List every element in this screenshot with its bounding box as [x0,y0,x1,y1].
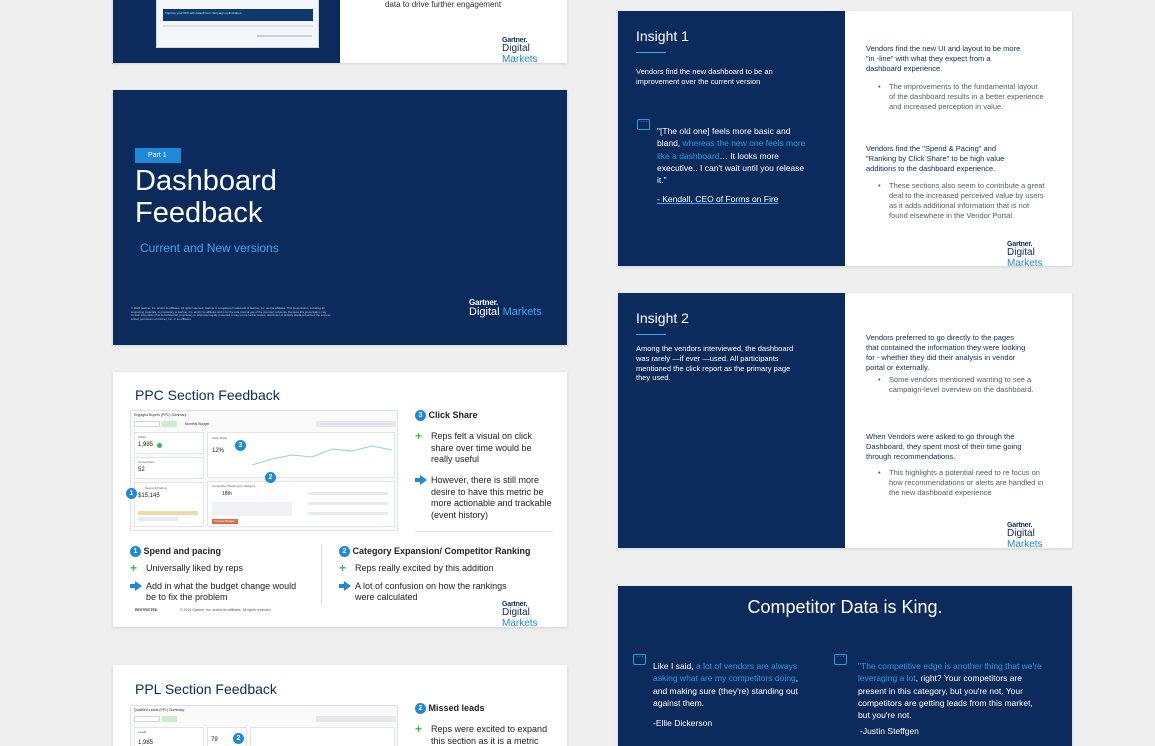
slide-competitor-data [618,586,1072,746]
insight-1-bullet-1: • The improvements to the fundamental layout of the dashboard results in a better experience and increased perception in value. [873,82,1045,112]
title-line-2: Feedback [135,197,263,229]
quote-icon [633,654,646,665]
insight-2-bullet-2: • This highlights a potential need to re focus on how recommendations or alerts are handled in the new dashboard experience [873,468,1045,498]
callout-3: 3 [235,440,246,451]
embedded-banner: Improve your ROI with data-driven campaign optimization [163,9,313,21]
gartner-logo: Gartner. Digital Markets [469,298,542,319]
ppl-point-2: 2 Missed leads + Reps were excited to expand this section as it is a metric [415,703,548,746]
slide-title [113,90,567,345]
insight-1-summary: Vendors find the new dashboard to be an improvement over the current version [636,67,773,86]
insight-1-bullet-2: • These sections also seem to contribute a great deal to the increased perceived value by users as it adds additional information that is not found elsewhere in the Vendor Portal. [873,181,1045,222]
ppc-dashboard-screenshot [130,410,398,531]
insight-1-white-panel [845,11,1072,266]
gartner-logo: Gartner. Digital Markets [1007,241,1043,266]
ppc-divider-h [415,531,553,532]
title-subtitle: Current and New versions [140,241,279,255]
mock-increase-budget-button: Increase Budget [212,519,238,524]
ppl-title: PPL Section Feedback [135,681,277,697]
title-line-1: Dashboard [135,165,277,197]
mock-filter-select [134,421,160,427]
insight-1-navy-panel [618,11,845,266]
legal-text: © 2024 Gartner, Inc. and/or its affiliates. All rights reserved. Gartner is a registered trademark of Gartner, Inc. and its affiliates. This presentation, including all supporting materials, is proprietary to Gartner, Inc. and/or its affiliates and is for the sole internal use of the intended recipients. Because this presentation may contain information that is confidential, proprietary or otherwise legally protected, it may not be further copied, distributed or publicly displayed without the express written permission of Gartner, Inc. or its affiliates. [131,306,331,321]
insight-2-title: Insight 2 [636,310,689,326]
mock-card-spend: Spend & Pacing $15,145 [134,482,204,527]
callout-2: 2 [265,472,276,483]
competitor-author-1: -Ellie Dickerson [653,718,713,728]
mock-card-click-share: Click Share 12% [207,432,395,478]
callout-1: 1 [126,488,137,499]
restricted-label: RESTRICTED [135,608,158,612]
slide-ppc-feedback [113,372,567,627]
insight-2-navy-panel [618,293,845,548]
mock-filter-chip [162,421,177,427]
competitor-author-2: -Justin Steffgen [860,726,919,736]
ppc-point-1: 1 Spend and pacing + Universally liked by reps Add in what the budget change would be to fix the problem [130,546,297,603]
mock-click-share-line [252,441,392,471]
slide-top-left [113,0,567,63]
mock-card-conversions: Conversions 52 [134,457,204,479]
slide-insight-2 [618,293,1072,548]
insight-1-title: Insight 1 [636,28,689,44]
mock-budget-label: Monthly Budget [185,422,210,426]
mock-header: Engaged Buyers (PPC) Summary [134,413,187,417]
part-badge: Part 1 [135,148,181,163]
ppc-divider-v [321,544,322,606]
ppl-dashboard-screenshot: Qualified Leads (PPL) Summary Leads 1,985 79 2 [130,705,398,746]
slide-insight-1 [618,11,1072,266]
insight-1-heading-1: Vendors find the new UI and layout to be more "in -line" with what they expect from a dashboard experience. [866,44,1021,74]
insight-2-summary: Among the vendors interviewed, the dashboard was rarely —if ever —used. All participants mentioned the click report as the primary page they used. [636,344,794,383]
slide-top-left-white-panel [340,0,567,63]
ppc-point-3: 3 Click Share + Reps felt a visual on click share over time would be really useful However, there is still more desire to have this metric be more actionable and trackable (event history) [415,410,552,521]
ppc-point-2: 2 Category Expansion/ Competitor Ranking + Reps really excited by this addition A lot of confusion on how the rankings were calculated [339,546,531,603]
gartner-logo: Gartner. Digital Markets [502,37,538,63]
quote-icon [834,654,847,665]
insight-1-quote: "[The old one] feels more basic and bland, whereas the new one feels more like a dashboard… It looks more executive.. I can't wait until you release it." [657,126,806,186]
quote-icon [637,119,650,130]
mock-card-clicks: Clicks 1,985 [134,432,204,454]
slide-top-left-navy-panel [113,0,340,63]
mock-card-ranking: Competitor Ranking by Category 18th Increase Budget [207,481,395,527]
insight-1-author: - Kendall, CEO of Forms on Fire [657,194,779,204]
gartner-logo: Gartner. Digital Markets [502,601,538,627]
ppc-title: PPC Section Feedback [135,387,280,403]
competitor-title: Competitor Data is King. [747,597,943,617]
slide-top-left-tail-text: data to drive further engagement [385,0,502,9]
insight-1-heading-2: Vendors find the "Spend & Pacing" and "Ranking by Click Share" to be high value additions to the dashboard experience. [866,144,1005,174]
insight-2-heading-2: When Vendors were asked to go through the Dashboard, they spent most of their time going through recommendations. [866,432,1022,462]
gartner-logo: Gartner. Digital Markets [1007,522,1043,548]
embedded-screenshot [156,0,319,48]
competitor-quote-1: Like I said, a lot of vendors are always asking what are my competitors doing, and making sure (they're) standing out against them. [653,661,799,708]
ppc-footer: © 2024 Gartner, Inc. and/or its affiliates. All rights reserved. [180,608,272,612]
insight-2-bullet-1: • Some vendors mentioned wanting to see a campaign-level overview on the dashboard. [873,375,1045,395]
slide-ppl-feedback [113,665,567,746]
competitor-quote-2: "The competitive edge is another thing that we're leveraging a lot, right? Your competitors are present in this category, but you're not. Your competitors are getting leads from this market, but you're not. [858,661,1042,721]
insight-2-white-panel [845,293,1072,548]
insight-2-heading-1: Vendors preferred to go directly to the pages that contained the information they were looking for - whether they did their analysis in vendor portal or externally. [866,333,1026,373]
